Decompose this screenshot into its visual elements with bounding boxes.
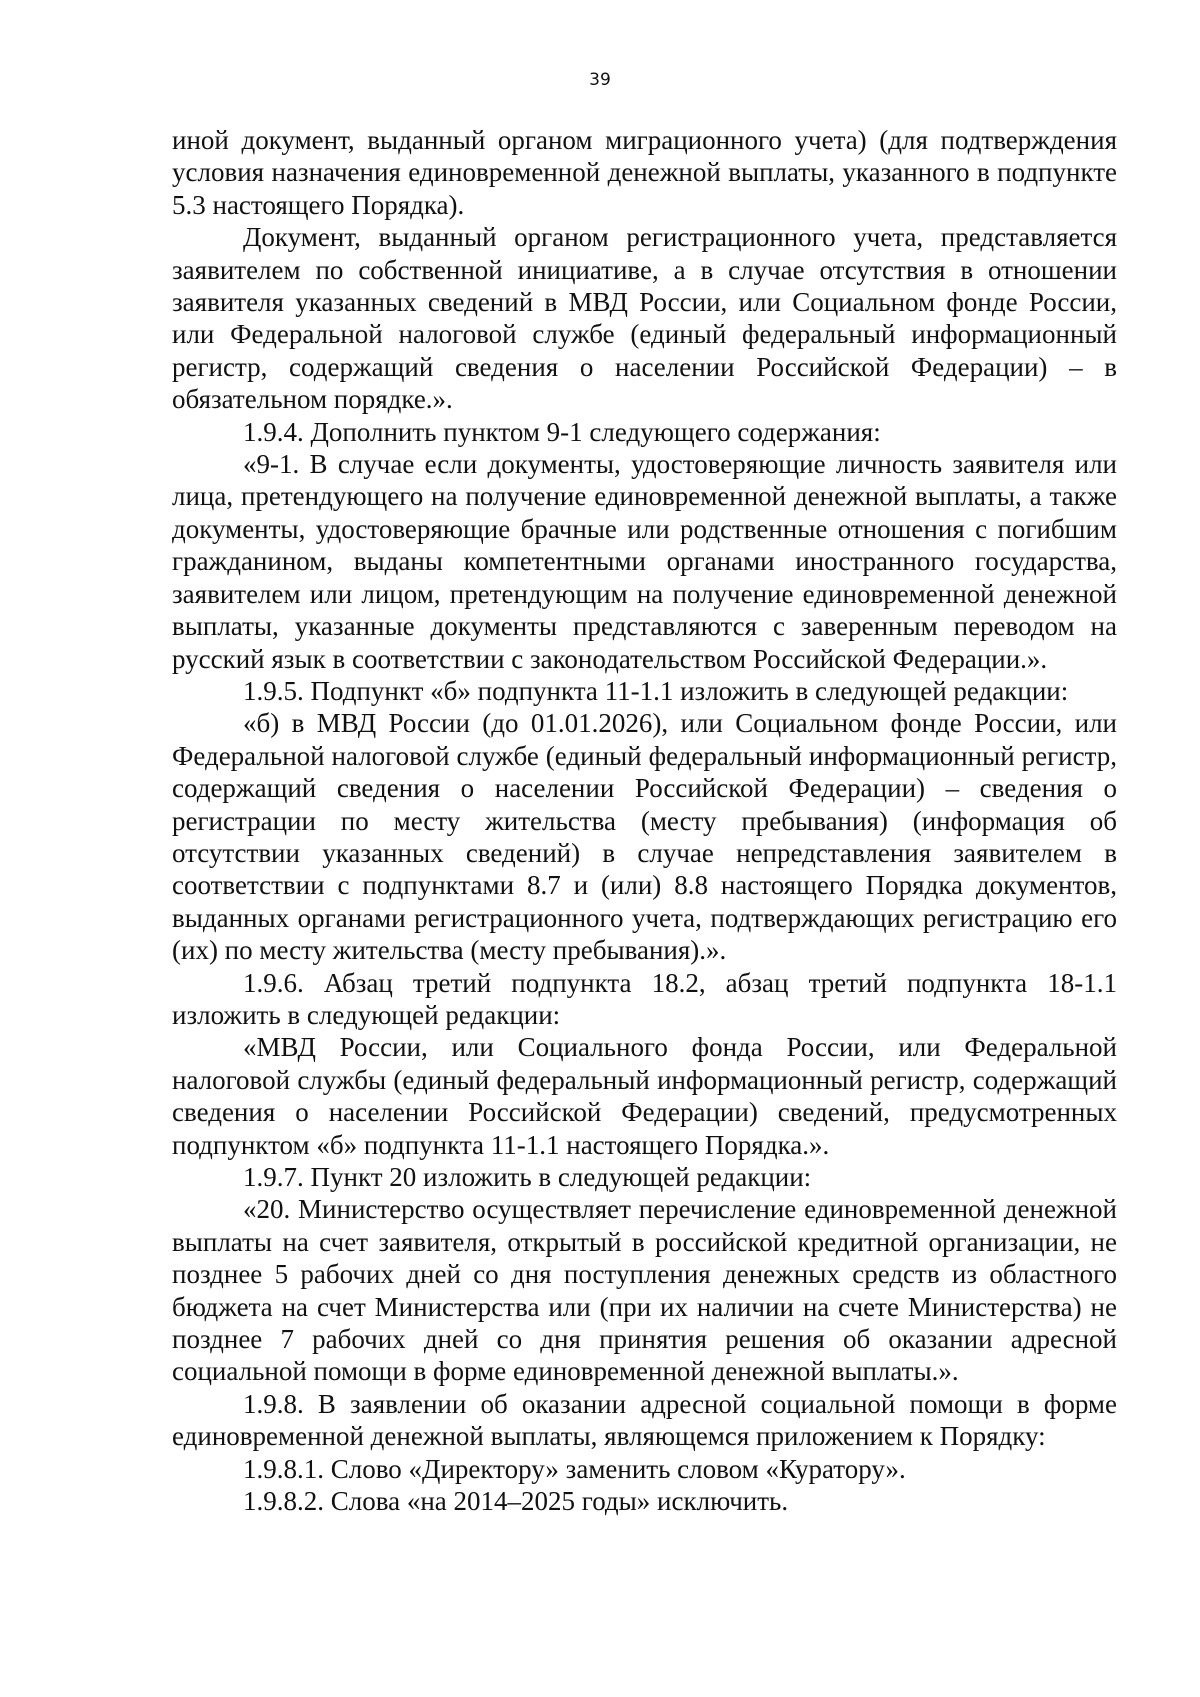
paragraph: «20. Министерство осуществляет перечисление единовременной денежной выплаты на счет заявителя, открытый в российской кредитной организации, не позднее 5 рабочих дней со дня поступления денежных средств из областного бюджета на счет Министерства или (при их наличии на счете Министерства) не позднее 7 рабочих дней со дня принятия решения об оказании адресной социальной помощи в форме единовременной денежной выплаты.». [172,1194,1117,1387]
paragraph-continuation: иной документ, выданный органом миграционного учета) (для подтверждения условия назначения единовременной денежной выплаты, указанного в подпункте 5.3 настоящего Порядка). [172,125,1117,220]
paragraph: «МВД России, или Социального фонда России, или Федеральной налоговой службы (единый федеральный информационный регистр, содержащий сведения о населении Российской Федерации) сведений, предусмотренных подпунктом «б» подпункта 11-1.1 настоящего Порядка.». [172,1032,1117,1160]
paragraph-amendment-1-9-7: 1.9.7. Пункт 20 изложить в следующей редакции: [243,1162,812,1192]
page-number: 39 [589,70,611,90]
paragraph-amendment-1-9-5: 1.9.5. Подпункт «б» подпункта 11-1.1 изложить в следующей редакции: [243,675,1069,706]
paragraph: Документ, выданный органом регистрационного учета, представляется заявителем по собственной инициативе, а в случае отсутствия в отношении заявителя указанных сведений в МВД России, или Социальном фонде России, или Федеральной налоговой службе (единый федеральный информационный регистр, содержащий сведения о населении Российской Федерации) – в обязательном порядке.». [172,222,1117,415]
paragraph: «б) в МВД России (до 01.01.2026), или Социальном фонде России, или Федеральной налоговой службе (единый федеральный информационный регистр, содержащий сведения о населении Российской Федерации) – сведения о регистрации по месту жительства (месту пребывания) (информация об отсутствии указанных сведений) в случае непредставления заявителем в соответствии с подпунктами 8.7 и (или) 8.8 настоящего Порядка документов, выданных органами регистрационного учета, подтверждающих регистрацию его (их) по месту жительства (месту пребывания).». [172,708,1117,966]
paragraph-amendment-1-9-8-1: 1.9.8.1. Слово «Директору» заменить словом «Куратору». [243,1453,906,1484]
paragraph-amendment-1-9-8: 1.9.8. В заявлении об оказании адресной социальной помощи в форме единовременной денежной выплаты, являющемся приложением к Порядку: [172,1388,1117,1452]
paragraph-amendment-1-9-8-2: 1.9.8.2. Слова «на 2014–2025 годы» исключить. [243,1486,789,1517]
document-body [172,124,1117,1517]
paragraph-amendment-1-9-4: 1.9.4. Дополнить пунктом 9-1 следующего содержания: [243,416,881,447]
paragraph-amendment-1-9-6: 1.9.6. Абзац третий подпункта 18.2, абзац третий подпункта 18-1.1 изложить в следующей редакции: [172,967,1117,1030]
paragraph: «9-1. В случае если документы, удостоверяющие личность заявителя или лица, претендующего на получение единовременной денежной выплаты, а также документы, удостоверяющие брачные или родственные отношения с погибшим гражданином, выданы компетентными органами иностранного государства, заявителем или лицом, претендующим на получение единовременной денежной выплаты, указанные документы представляются с заверенным переводом на русский язык в соответствии с законодательством Российской Федерации.». [172,449,1117,674]
